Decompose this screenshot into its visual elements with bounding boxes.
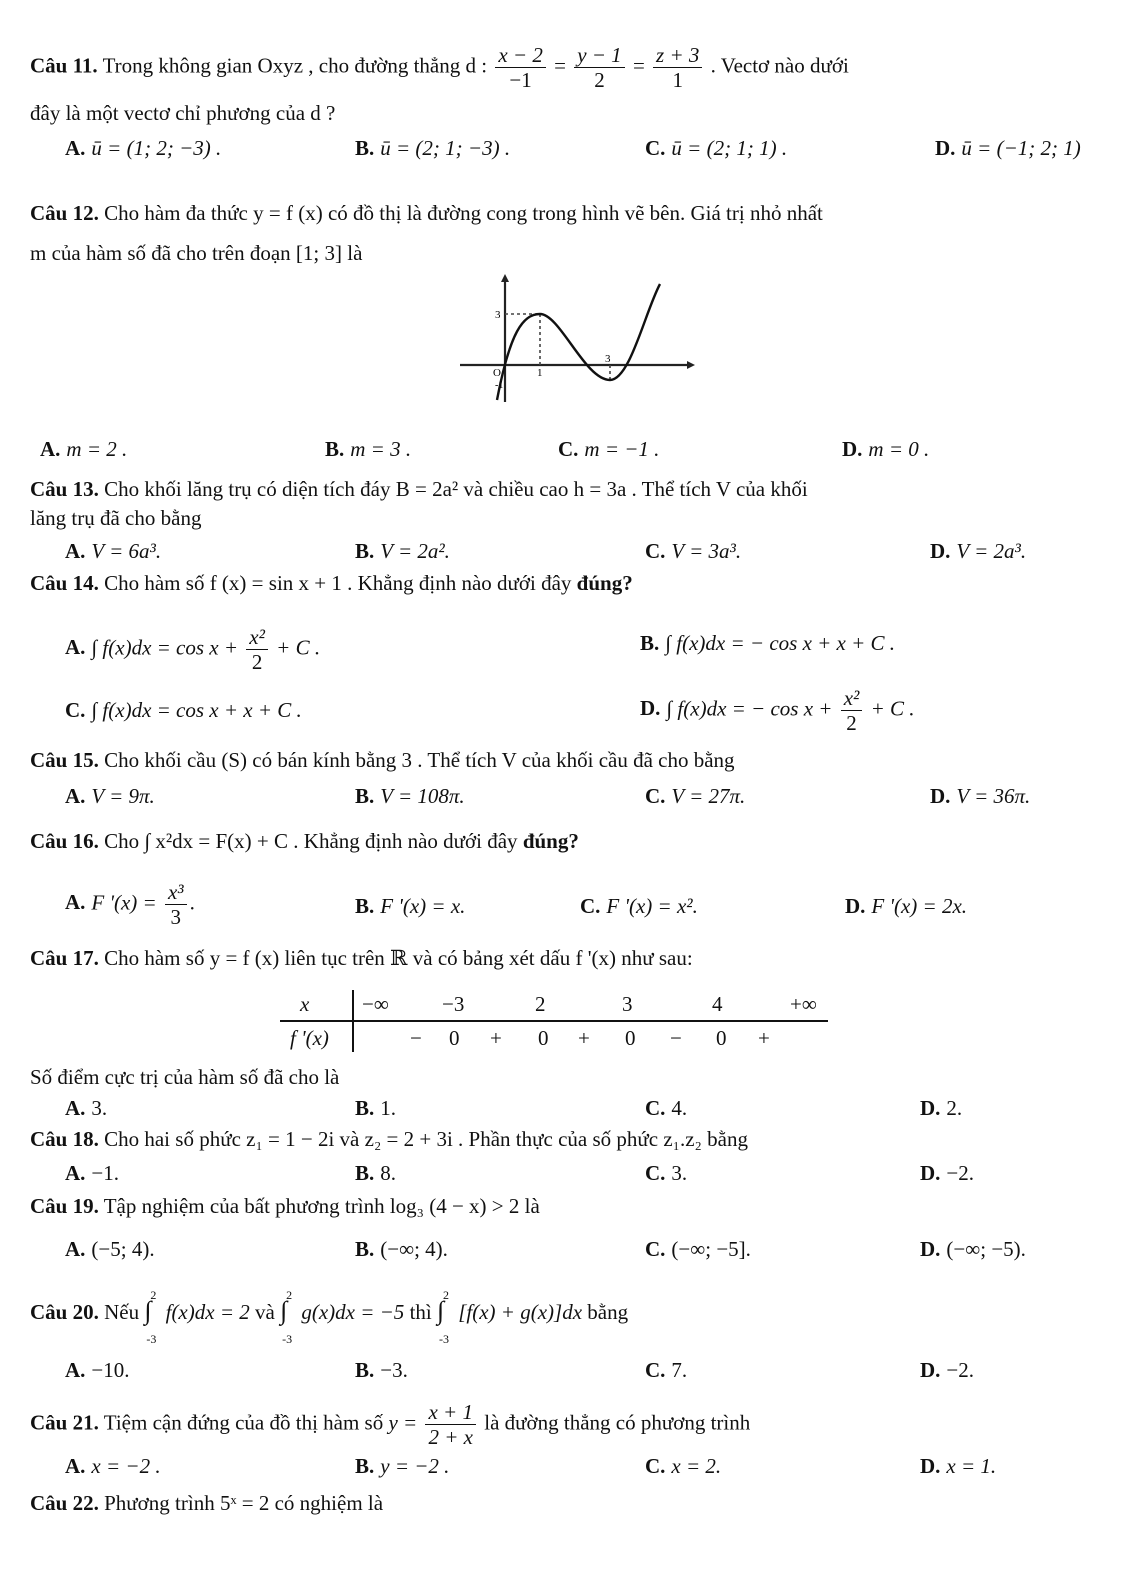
sign-table-s7: 0 (716, 1026, 727, 1050)
q16-option-b: B. F '(x) = x. (355, 894, 466, 918)
q18-option-c: C. 3. (645, 1161, 688, 1185)
q13-option-c: C. V = 3a³. (645, 539, 742, 563)
sign-table-s4: + (578, 1026, 590, 1050)
graph-x-arrow (687, 361, 695, 369)
q11-text3: đây là một vectơ chỉ phương của d ? (30, 101, 336, 125)
q21-option-a: A. x = −2 . (65, 1454, 161, 1478)
q19-line1 (30, 1193, 540, 1219)
q15-label: Câu 15. (30, 748, 99, 772)
sign-table-x3: 3 (622, 992, 633, 1016)
q14-text1: Cho hàm số f (x) = sin x + 1 . Khẳng định nào dưới đây (104, 571, 572, 595)
q11-text1: Trong không gian Oxyz , cho đường thẳng d : (102, 53, 488, 78)
q15-option-c: C. V = 27π. (645, 784, 746, 808)
sign-table-s5: 0 (625, 1026, 636, 1050)
q17-option-c: C. 4. (645, 1096, 688, 1120)
q21-line1: Câu 21. Tiệm cận đứng của đồ thị hàm số y = $\frac{x + 1}{2 + x}$ là đường thẳng có phương trình (30, 1400, 751, 1449)
q14-option-a: A. ∫ f(x)dx = cos x + $\frac{\text{x²}}{2}$ + C . (65, 625, 321, 674)
graph-curve (497, 284, 660, 400)
q19-option-c: C. (−∞; −5]. (645, 1237, 751, 1261)
graph-tick-x1: 1 (537, 367, 543, 379)
q11-option-c: C. ū = (2; 1; 1) . (645, 136, 788, 160)
q16-line1 (30, 828, 579, 854)
q17-label: Câu 17. (30, 946, 99, 970)
q15-text1: Cho khối cầu (S) có bán kính bằng 3 . Thể tích V của khối cầu đã cho bằng (104, 748, 735, 772)
q18-text1: Cho hai số phức z₁ = 1 − 2i và z₂ = 2 + 3i . Phần thực của số phức z₁.z₂ bằng (104, 1127, 748, 1151)
q17-text2: Số điểm cực trị của hàm số đã cho là (30, 1065, 340, 1089)
q19-label: Câu 19. (30, 1194, 99, 1218)
sign-table-fp-header: f '(x) (290, 1026, 329, 1050)
q20-option-a: A. −10. (65, 1358, 130, 1382)
q21-option-c: C. x = 2. (645, 1454, 722, 1478)
q14-option-c: C. ∫ f(x)dx = cos x + x + C . (65, 698, 302, 722)
sign-table-hline (280, 1020, 828, 1022)
q13-option-a: A. V = 6a³. (65, 539, 162, 563)
q18-option-d: D. −2. (920, 1161, 975, 1185)
q16-label: Câu 16. (30, 829, 99, 853)
q14-option-d: D. ∫ f(x)dx = − cos x + $\frac{\text{x²}}{2}$ + C . (640, 686, 915, 735)
q17-sign-table (280, 990, 840, 1052)
q14-bold: đúng? (576, 571, 633, 595)
q19-option-d: D. (−∞; −5). (920, 1237, 1026, 1261)
q20-label: Câu 20. (30, 1300, 99, 1324)
q12-text1: Cho hàm đa thức y = f (x) có đồ thị là đường cong trong hình vẽ bên. Giá trị nhỏ nhất (104, 201, 823, 225)
q18-option-a: A. −1. (65, 1161, 120, 1185)
q13-line1 (30, 476, 808, 502)
q11-line1: Câu 11. Trong không gian Oxyz , cho đường thẳng d : $\frac{x - 2}{-1}$ = $\frac{y - 1}{2}$ = $\frac{z + 3}{1}$ . Vectơ nào dưới (30, 43, 849, 92)
q12-text2: m của hàm số đã cho trên đoạn [1; 3] là (30, 241, 363, 265)
q16-option-c: C. F '(x) = x². (580, 894, 698, 918)
q19-option-a: A. (−5; 4). (65, 1237, 155, 1261)
q13-option-b: B. V = 2a². (355, 539, 450, 563)
q22-label: Câu 22. (30, 1491, 99, 1515)
q15-line1 (30, 747, 735, 773)
q13-label: Câu 13. (30, 477, 99, 501)
q13-text1: Cho khối lăng trụ có diện tích đáy B = 2a² và chiều cao h = 3a . Thể tích V của khối (104, 477, 808, 501)
q12-option-a: A. m = 2 . (40, 437, 128, 461)
q14-label: Câu 14. (30, 571, 99, 595)
sign-table-x-header: x (300, 992, 310, 1016)
q11-frac3: $\frac{z + 3}{1}$ (653, 43, 702, 92)
q20-option-c: C. 7. (645, 1358, 688, 1382)
sign-table-x4: 4 (712, 992, 723, 1016)
q19-text1: Tập nghiệm của bất phương trình log₃ (4 − x) > 2 là (103, 1194, 540, 1218)
q20-line1: Câu 20. Nếu ∫ 2 -3 f(x)dx = 2 và ∫ 2 -3 g(x)dx = −5 thì ∫ 2 -3 [f(x) + g(x)]dx bằng (30, 1288, 629, 1346)
q21-option-b: B. y = −2 . (355, 1454, 450, 1478)
sign-table-x2: 2 (535, 992, 546, 1016)
q12-label: Câu 12. (30, 201, 99, 225)
graph-origin: O (493, 367, 501, 379)
q18-label: Câu 18. (30, 1127, 99, 1151)
q14-line1 (30, 570, 633, 596)
graph-y-arrow (501, 274, 509, 282)
q16-text1: Cho ∫ x²dx = F(x) + C . Khẳng định nào dưới đây (104, 829, 518, 853)
q12-line1 (30, 200, 823, 226)
graph-tick-y3: 3 (495, 309, 501, 321)
q17-option-a: A. 3. (65, 1096, 108, 1120)
q19-option-b: B. (−∞; 4). (355, 1237, 448, 1261)
q17-text1: Cho hàm số y = f (x) liên tục trên ℝ và có bảng xét dấu f '(x) như sau: (104, 946, 693, 970)
q13-option-d: D. V = 2a³. (930, 539, 1027, 563)
sign-table-s2: + (490, 1026, 502, 1050)
sign-table-s3: 0 (538, 1026, 549, 1050)
q17-line1 (30, 945, 693, 971)
graph-tick-x3: 3 (605, 353, 611, 365)
q21-option-d: D. x = 1. (920, 1454, 997, 1478)
q16-option-d: D. F '(x) = 2x. (845, 894, 968, 918)
q17-option-d: D. 2. (920, 1096, 963, 1120)
q12-option-b: B. m = 3 . (325, 437, 412, 461)
sign-table-s8: + (758, 1026, 770, 1050)
q18-line1 (30, 1126, 748, 1152)
graph-tick-neg: -1 (495, 380, 504, 391)
sign-table-s6: − (670, 1026, 682, 1050)
q16-bold: đúng? (522, 829, 579, 853)
q15-option-b: B. V = 108π. (355, 784, 465, 808)
q20-option-d: D. −2. (920, 1358, 975, 1382)
q22-line1 (30, 1490, 383, 1516)
q21-label: Câu 21. (30, 1410, 99, 1435)
q11-option-b: B. ū = (2; 1; −3) . (355, 136, 511, 160)
sign-table-s1: 0 (449, 1026, 460, 1050)
q11-label: Câu 11. (30, 53, 98, 78)
q16-option-a: A. F '(x) = $\frac{\text{x³}}{3}$ . (65, 880, 195, 929)
q11-text2: . Vectơ nào dưới (710, 53, 849, 78)
q11-frac1: $\frac{x - 2}{-1}$ (495, 43, 546, 92)
sign-table-x1: −3 (442, 992, 465, 1016)
sign-table-x0: −∞ (362, 992, 389, 1016)
q22-text1: Phương trình 5ˣ = 2 có nghiệm là (104, 1491, 384, 1515)
q17-option-b: B. 1. (355, 1096, 397, 1120)
q18-option-b: B. 8. (355, 1161, 397, 1185)
q12-option-d: D. m = 0 . (842, 437, 930, 461)
q20-option-b: B. −3. (355, 1358, 408, 1382)
sign-table-x5: +∞ (790, 992, 817, 1016)
q12-option-c: C. m = −1 . (558, 437, 660, 461)
q15-option-d: D. V = 36π. (930, 784, 1031, 808)
q14-option-b: B. ∫ f(x)dx = − cos x + x + C . (640, 631, 896, 655)
q15-option-a: A. V = 9π. (65, 784, 155, 808)
q13-text2: lăng trụ đã cho bằng (30, 506, 202, 530)
sign-table-s0: − (410, 1026, 422, 1050)
q11-option-a: A. ū = (1; 2; −3) . (65, 136, 222, 160)
q11-option-d: D. ū = (−1; 2; 1) (935, 136, 1081, 160)
q12-function-graph (455, 272, 695, 407)
q11-frac2: $\frac{y - 1}{2}$ (574, 43, 625, 92)
